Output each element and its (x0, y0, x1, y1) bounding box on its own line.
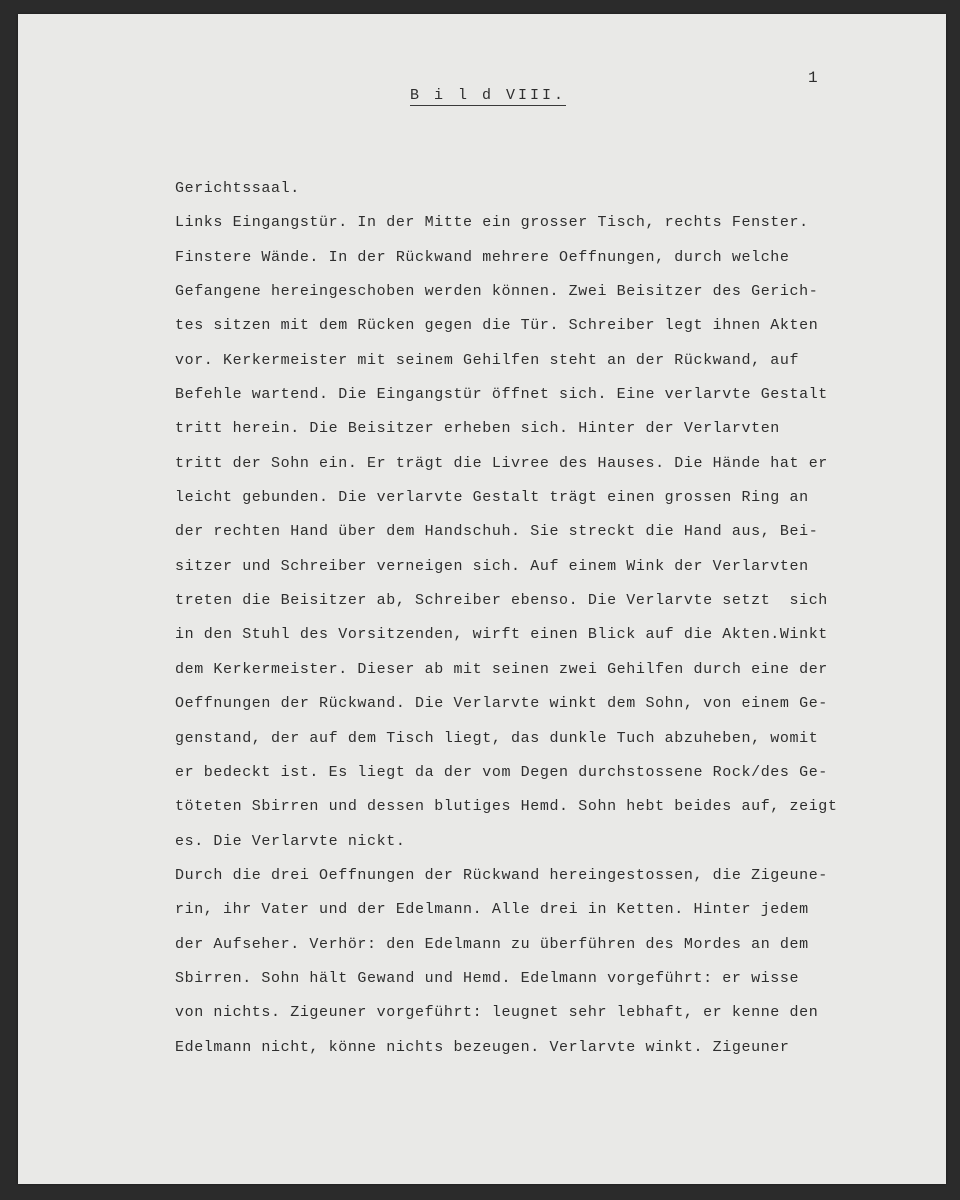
text-line: genstand, der auf dem Tisch liegt, das dunkle Tuch abzuheben, womit (175, 729, 819, 747)
text-line: dem Kerkermeister. Dieser ab mit seinen zwei Gehilfen durch eine der (175, 660, 828, 678)
text-line: töteten Sbirren und dessen blutiges Hemd. Sohn hebt beides auf, zeigt (175, 798, 838, 816)
text-line: leicht gebunden. Die verlarvte Gestalt trägt einen grossen Ring an (175, 489, 809, 507)
text-line: Durch die drei Oeffnungen der Rückwand hereingestossen, die Zigeune- (175, 866, 828, 884)
text-line: von nichts. Zigeuner vorgeführt: leugnet sehr lebhaft, er kenne den (175, 1004, 819, 1022)
text-line: Links Eingangstür. In der Mitte ein grosser Tisch, rechts Fenster. (175, 214, 809, 232)
body-text (175, 172, 915, 1065)
text-line: sitzer und Schreiber verneigen sich. Auf einem Wink der Verlarvten (175, 557, 809, 575)
text-line: Edelmann nicht, könne nichts bezeugen. Verlarvte winkt. Zigeuner (175, 1038, 790, 1056)
text-line: Gerichtssaal. (175, 180, 300, 197)
text-line: vor. Kerkermeister mit seinem Gehilfen steht an der Rückwand, auf (175, 351, 800, 369)
text-line: Befehle wartend. Die Eingangstür öffnet sich. Eine verlarvte Gestalt (175, 386, 828, 404)
text-line: Oeffnungen der Rückwand. Die Verlarvte winkt dem Sohn, von einem Ge- (175, 695, 828, 713)
document-page (18, 14, 946, 1184)
text-line: Sbirren. Sohn hält Gewand und Hemd. Edelmann vorgeführt: er wisse (175, 969, 800, 987)
page-number: 1 (808, 69, 819, 87)
text-line: tritt herein. Die Beisitzer erheben sich. Hinter der Verlarvten (175, 420, 780, 438)
text-line: der Aufseher. Verhör: den Edelmann zu überführen des Mordes an dem (175, 935, 809, 953)
text-line: tes sitzen mit dem Rücken gegen die Tür. Schreiber legt ihnen Akten (175, 317, 819, 335)
text-line: rin, ihr Vater und der Edelmann. Alle drei in Ketten. Hinter jedem (175, 901, 809, 919)
text-line: treten die Beisitzer ab, Schreiber ebenso. Die Verlarvte setzt sich (175, 592, 828, 610)
text-line: Gefangene hereingeschoben werden können. Zwei Beisitzer des Gerich- (175, 283, 819, 301)
text-line: der rechten Hand über dem Handschuh. Sie streckt die Hand aus, Bei- (175, 523, 819, 541)
text-line: Finstere Wände. In der Rückwand mehrere Oeffnungen, durch welche (175, 248, 790, 266)
text-line: er bedeckt ist. Es liegt da der vom Degen durchstossene Rock/des Ge- (175, 763, 828, 781)
page-title: B i l d VIII. (410, 87, 567, 104)
text-line: es. Die Verlarvte nickt. (175, 832, 406, 850)
text-line: tritt der Sohn ein. Er trägt die Livree des Hauses. Die Hände hat er (175, 454, 828, 472)
text-line: in den Stuhl des Vorsitzenden, wirft einen Blick auf die Akten.Winkt (175, 626, 828, 644)
